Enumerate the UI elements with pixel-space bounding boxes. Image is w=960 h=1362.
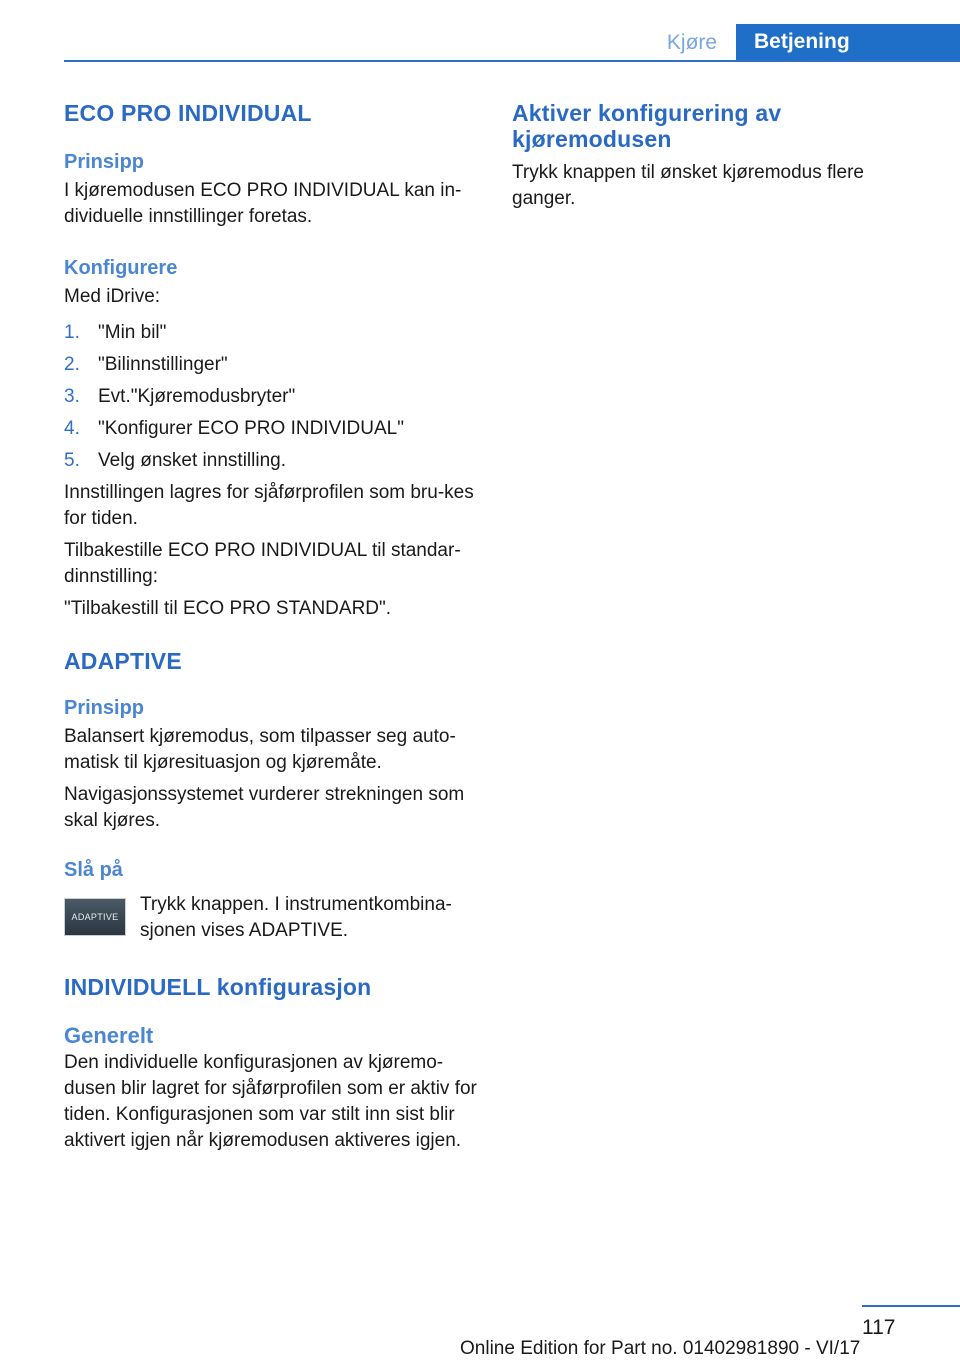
reset-text: Tilbakestille ECO PRO INDIVIDUAL til standar-dinnstilling: (64, 540, 461, 587)
adaptive-title: ADAPTIVE (64, 648, 182, 674)
section-tab-kjore[interactable]: Kjøre (666, 31, 718, 54)
header-divider (64, 60, 960, 62)
configure-intro: Med iDrive: (64, 286, 161, 307)
right-column (512, 100, 902, 212)
general-text: Den individuelle konfigurasjonen av kjøremo-dusen blir lagret for sjåførprofilen som er aktiv for tiden. Konfigurasjonen som var stilt inn sist blir aktivert igjen når kjøremodusen aktiveres igjen. (64, 1052, 477, 1151)
section-tab-betjening[interactable]: Betjening (736, 24, 960, 60)
step-number: 5. (64, 450, 80, 471)
configure-heading: Konfigurere (64, 257, 178, 279)
step-text: Evt."Kjøremodusbryter" (98, 386, 296, 407)
left-column (64, 100, 478, 1154)
general-heading: Generelt (64, 1023, 154, 1048)
step-text: Velg ønsket innstilling. (98, 450, 286, 471)
switch-on-text: Trykk knappen. I instrumentkombina-sjonen vises ADAPTIVE. (140, 894, 452, 941)
activate-configuration-text: Trykk knappen til ønsket kjøremodus flere ganger. (512, 162, 864, 209)
footer-divider (862, 1305, 960, 1307)
switch-on-heading: Slå på (64, 859, 123, 881)
eco-principle-heading: Prinsipp (64, 151, 145, 173)
adaptive-button-row (64, 892, 478, 944)
adaptive-navigation-text: Navigasjonssystemet vurderer strekningen som skal kjøres. (64, 784, 465, 831)
configure-steps-list (64, 320, 478, 474)
list-item (64, 448, 478, 474)
list-item (64, 320, 478, 346)
eco-pro-individual-title: ECO PRO INDIVIDUAL (64, 100, 312, 126)
step-text: "Bilinnstillinger" (98, 354, 228, 375)
individual-configuration-title: INDIVIDUELL konfigurasjon (64, 974, 372, 1000)
edition-footer: Online Edition for Part no. 01402981890 - VI/17 (460, 1338, 861, 1359)
list-item (64, 352, 478, 378)
adaptive-button-icon: ADAPTIVE (64, 898, 126, 936)
step-number: 1. (64, 322, 80, 343)
eco-principle-text: I kjøremodusen ECO PRO INDIVIDUAL kan in-dividuelle innstillinger foretas. (64, 180, 462, 227)
step-number: 3. (64, 386, 80, 407)
step-number: 4. (64, 418, 80, 439)
adaptive-principle-heading: Prinsipp (64, 697, 145, 719)
list-item (64, 384, 478, 410)
activate-configuration-title: Aktiver konfigurering av kjøremodusen (512, 100, 782, 152)
adaptive-principle-text: Balansert kjøremodus, som tilpasser seg auto-matisk til kjøresituasjon og kjøremåte. (64, 726, 456, 773)
step-text: "Min bil" (98, 322, 167, 343)
step-text: "Konfigurer ECO PRO INDIVIDUAL" (98, 418, 404, 439)
list-item (64, 416, 478, 442)
reset-command: "Tilbakestill til ECO PRO STANDARD". (64, 598, 392, 619)
page-header (0, 0, 960, 62)
step-number: 2. (64, 354, 80, 375)
stored-text: Innstillingen lagres for sjåførprofilen som bru-kes for tiden. (64, 482, 474, 529)
page-number: 117 (862, 1316, 896, 1339)
